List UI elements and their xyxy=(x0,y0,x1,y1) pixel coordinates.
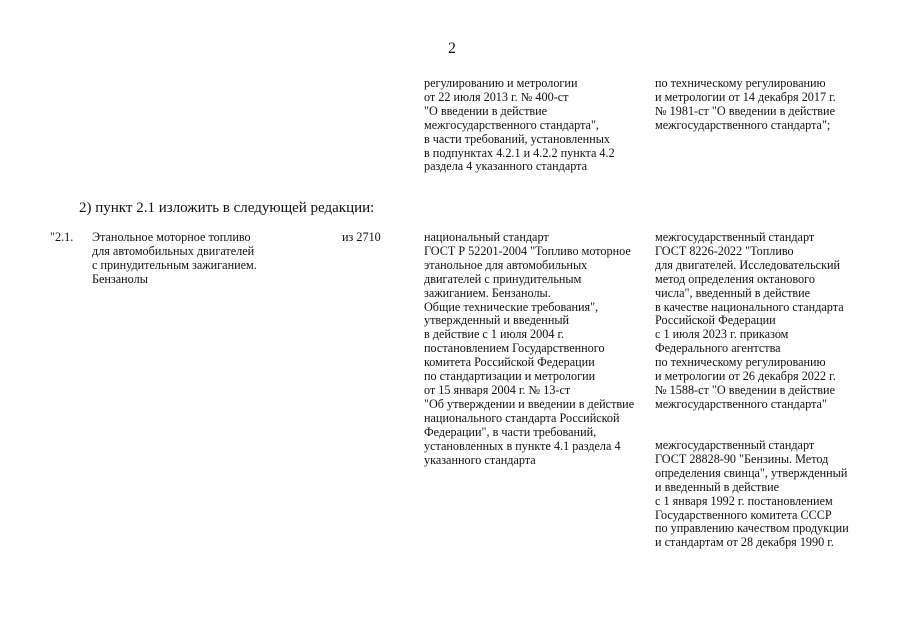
interstate-standard-gost-28828: межгосударственный стандарт ГОСТ 28828-90 "Бензины. Метод определения свинца", утвержденный и введенный в действие с 1 января 1992 г. постановлением Государственного комитета СССР по управлению качеством продукции и стандартам от 28 декабря 1990 г. xyxy=(655,438,849,550)
item-number: "2.1. xyxy=(50,230,74,244)
amendment-instruction: 2) пункт 2.1 изложить в следующей редакции: xyxy=(79,200,375,216)
product-name: Этанольное моторное топливо для автомобильных двигателей с принудительным зажиганием. Бензанолы xyxy=(92,230,257,286)
national-standard-text: национальный стандарт ГОСТ Р 52201-2004 "Топливо моторное этанольное для автомобильных двигателей с принудительным зажиганием. Бензанолы. Общие технические требования", утвержденный и введенный в действие с 1 июля 2004 г. постановлением Государственного комитета Российской Федерации по стандартизации и метрологии от 15 января 2004 г. № 13-ст "Об утверждении и введении в действие национального стандарта Российской Федерации", в части требований, установленных в пункте 4.1 раздела 4 указанного стандарта xyxy=(424,230,635,467)
page-number: 2 xyxy=(448,40,456,57)
tn-ved-code: из 2710 xyxy=(342,230,381,244)
interstate-standard-gost-8226: межгосударственный стандарт ГОСТ 8226-2022 "Топливо для двигателей. Исследовательский метод определения октанового числа", введенный в действие в качестве национального стандарта Российской Федерации с 1 июля 2023 г. приказом Федерального агентства по техническому регулированию и метрологии от 26 декабря 2022 г. № 1588-ст "О введении в действие межгосударственного стандарта" xyxy=(655,230,844,411)
continuation-text-col3: регулированию и метрологии от 22 июля 2013 г. № 400-ст "О введении в действие межгосударственного стандарта", в части требований, установленных в подпунктах 4.2.1 и 4.2.2 пункта 4.2 раздела 4 указанного стандарта xyxy=(424,76,615,174)
continuation-text-col4: по техническому регулированию и метрологии от 14 декабря 2017 г. № 1981-ст "О введении в действие межгосударственного стандарта"; xyxy=(655,76,836,132)
